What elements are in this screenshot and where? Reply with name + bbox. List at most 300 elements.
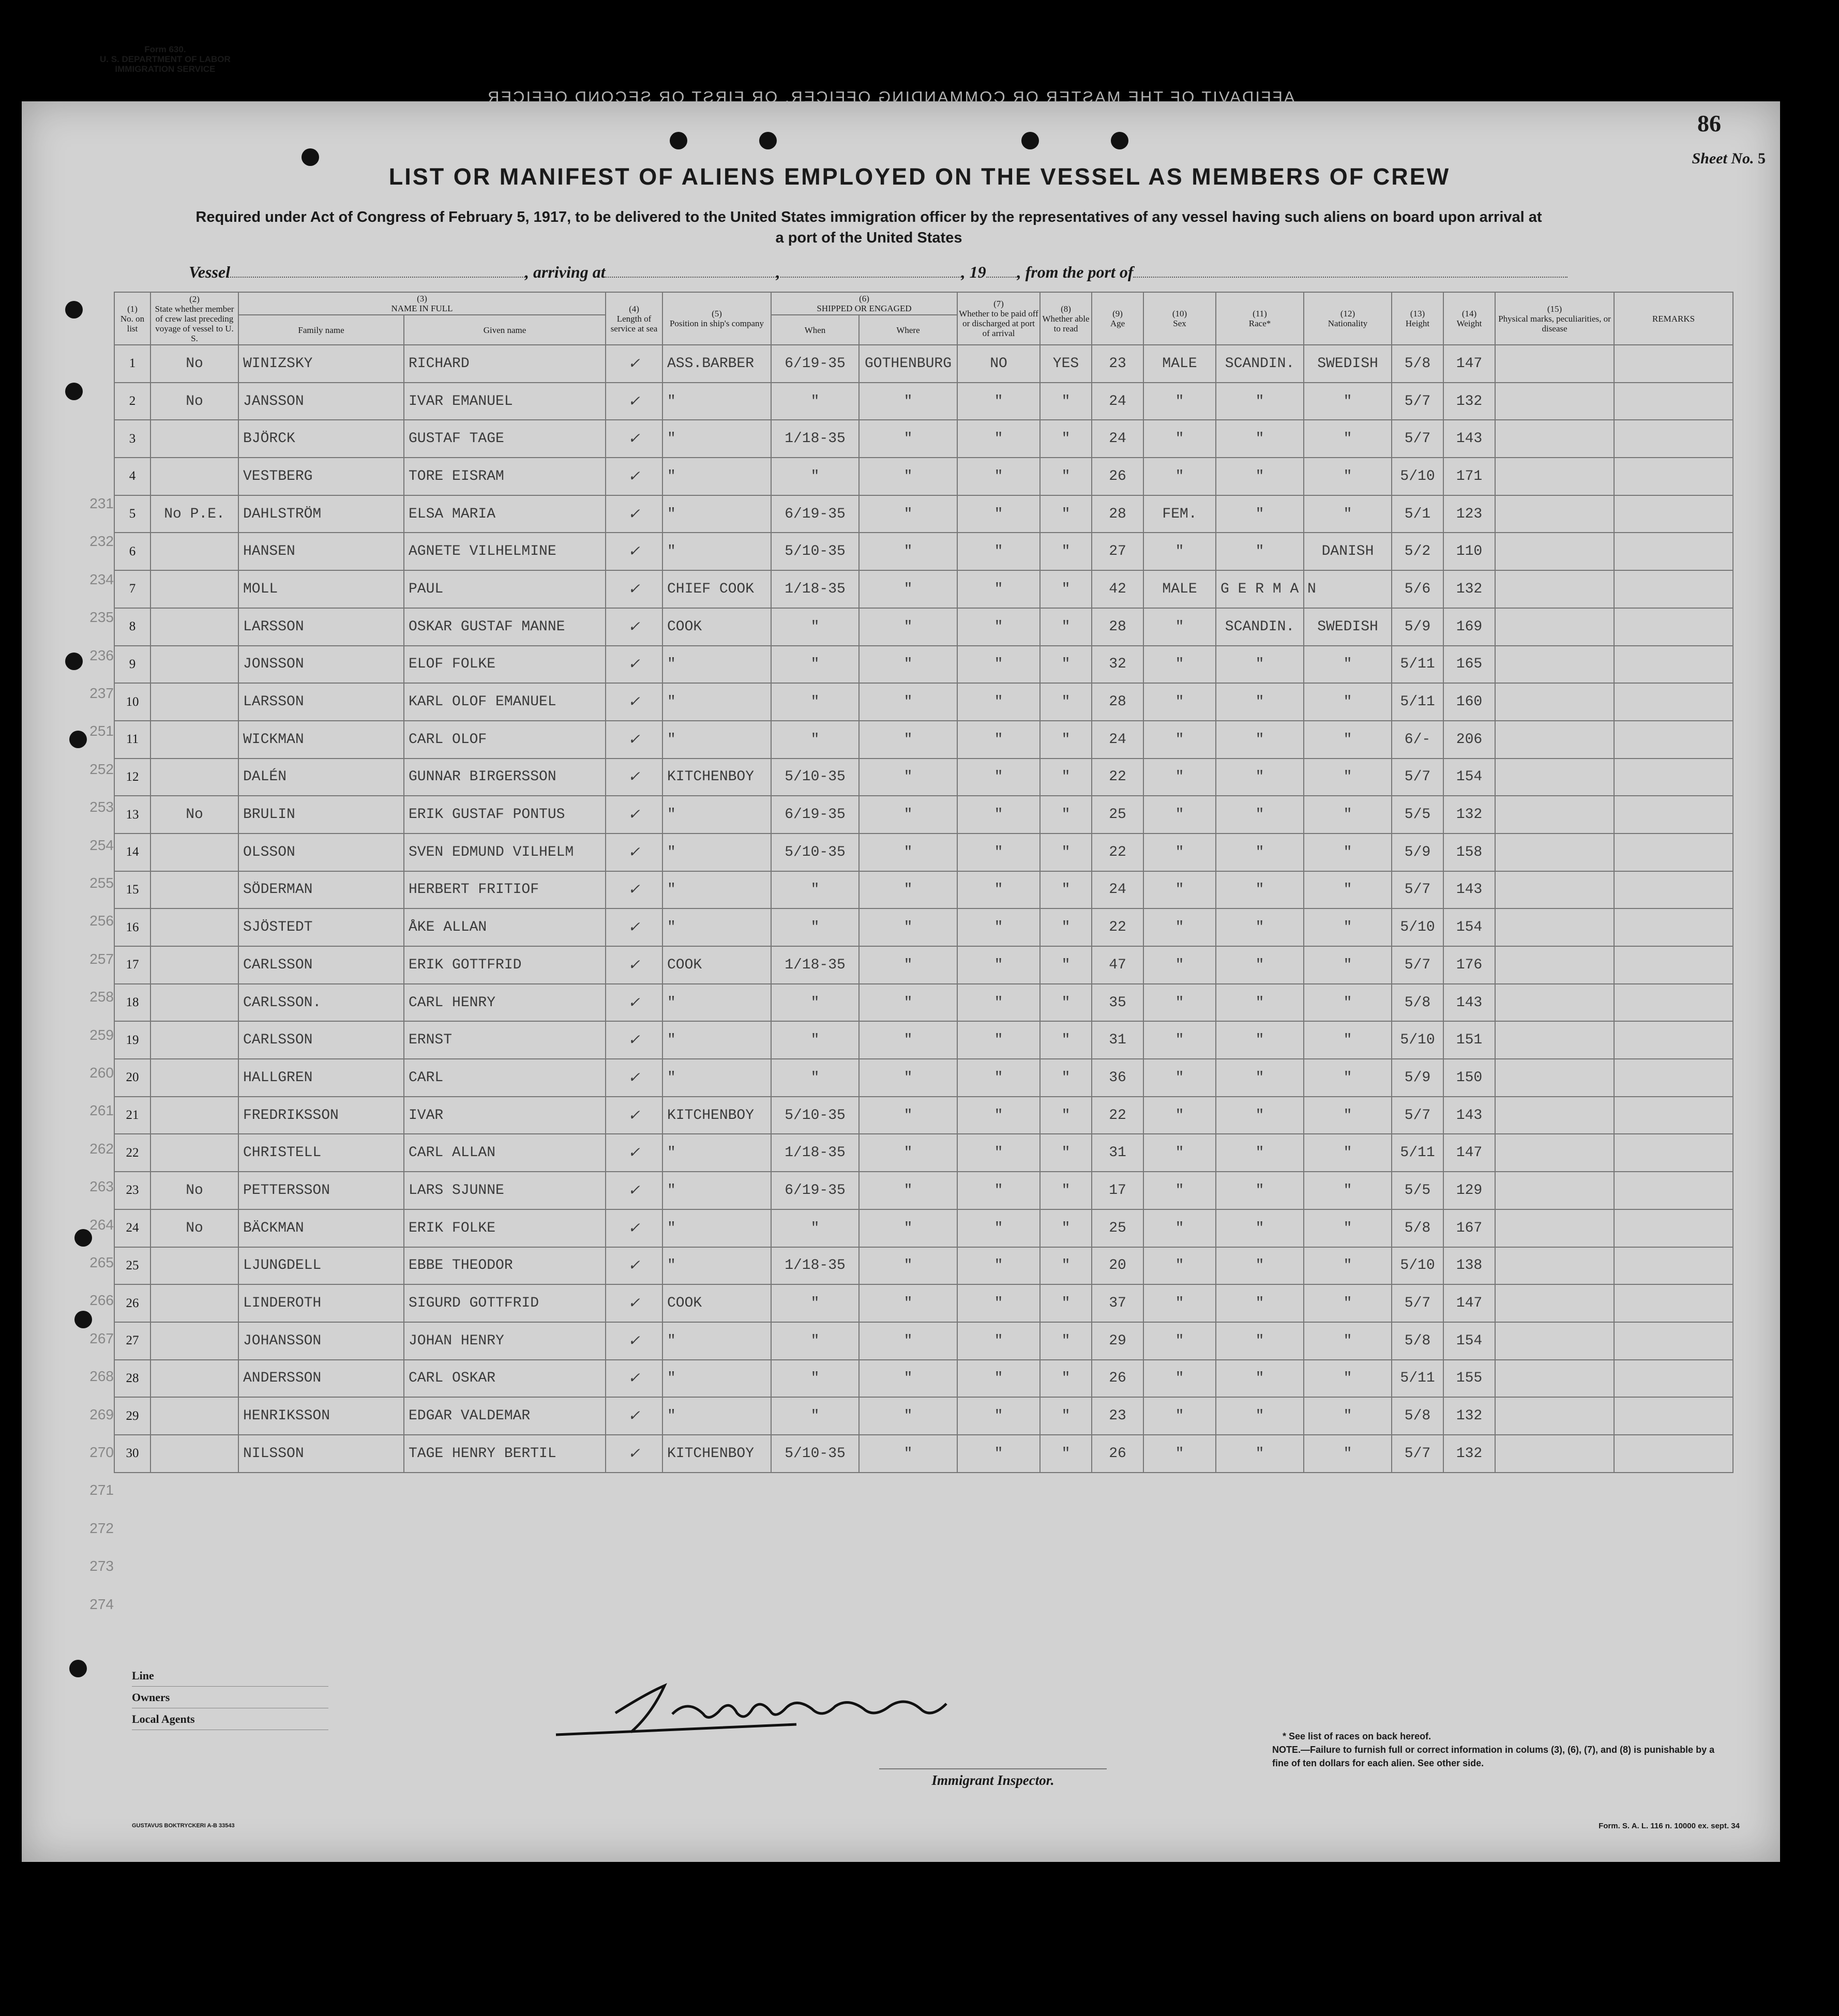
sex-cell: "	[1143, 420, 1216, 458]
shipped-where-cell: "	[859, 1435, 957, 1473]
sex-cell: "	[1143, 759, 1216, 796]
race-cell: "	[1216, 458, 1304, 495]
height-cell: 5/7	[1392, 1284, 1443, 1322]
remarks-cell	[1614, 1059, 1733, 1097]
given-name-cell: IVAR EMANUEL	[404, 383, 606, 420]
nationality-cell: "	[1304, 1021, 1392, 1059]
paid-off-cell: "	[957, 721, 1040, 759]
family-name-cell: BÄCKMAN	[238, 1209, 404, 1247]
age-cell: 28	[1092, 608, 1143, 646]
age-cell: 22	[1092, 908, 1143, 946]
position-cell: "	[662, 495, 771, 533]
nationality-cell: "	[1304, 683, 1392, 721]
sex-cell: "	[1143, 1284, 1216, 1322]
shipped-where-cell: "	[859, 1172, 957, 1209]
service-check-cell: ✓	[606, 871, 662, 909]
shipped-when-cell: "	[771, 608, 859, 646]
family-name-cell: BRULIN	[238, 796, 404, 833]
shipped-when-cell: 6/19-35	[771, 345, 859, 383]
position-cell: "	[662, 1322, 771, 1360]
col-header-shipped: (6) SHIPPED OR ENGAGED	[771, 292, 957, 315]
weight-cell: 150	[1443, 1059, 1495, 1097]
date-field	[780, 263, 961, 278]
table-row	[114, 1134, 1733, 1172]
remarks-cell	[1614, 1134, 1733, 1172]
shipped-when-cell: "	[771, 908, 859, 946]
stamp-number: 259	[89, 1026, 114, 1043]
age-cell: 24	[1092, 383, 1143, 420]
race-cell: "	[1216, 721, 1304, 759]
nationality-cell: SWEDISH	[1304, 608, 1392, 646]
given-name-cell: SIGURD GOTTFRID	[404, 1284, 606, 1322]
row-number: 3	[114, 420, 150, 458]
shipped-when-cell: "	[771, 1209, 859, 1247]
race-cell: "	[1216, 383, 1304, 420]
able-to-read-cell: "	[1040, 1247, 1092, 1285]
row-number: 15	[114, 871, 150, 909]
table-row	[114, 1322, 1733, 1360]
shipped-when-cell: "	[771, 458, 859, 495]
row-number: 30	[114, 1435, 150, 1473]
age-cell: 24	[1092, 420, 1143, 458]
row-number: 8	[114, 608, 150, 646]
prev-voyage-cell	[150, 721, 238, 759]
stamp-number: 271	[89, 1482, 114, 1498]
service-check-cell: ✓	[606, 1397, 662, 1435]
shipped-where-cell: "	[859, 1284, 957, 1322]
col-header-age: (9) Age	[1092, 292, 1143, 345]
sex-cell: "	[1143, 1435, 1216, 1473]
shipped-when-cell: 6/19-35	[771, 495, 859, 533]
row-number: 13	[114, 796, 150, 833]
sex-cell: "	[1143, 646, 1216, 684]
shipped-where-cell: "	[859, 908, 957, 946]
given-name-cell: GUSTAF TAGE	[404, 420, 606, 458]
sex-cell: "	[1143, 1059, 1216, 1097]
height-cell: 5/10	[1392, 1247, 1443, 1285]
sheet-value: 5	[1758, 150, 1766, 167]
table-row	[114, 833, 1733, 871]
sex-cell: "	[1143, 1134, 1216, 1172]
remarks-cell	[1614, 345, 1733, 383]
sex-cell: "	[1143, 608, 1216, 646]
shipped-when-cell: "	[771, 383, 859, 420]
paid-off-cell: "	[957, 420, 1040, 458]
service-check-cell: ✓	[606, 946, 662, 984]
paid-off-cell: "	[957, 984, 1040, 1022]
stamp-number: 258	[89, 989, 114, 1005]
remarks-cell	[1614, 796, 1733, 833]
height-cell: 5/9	[1392, 833, 1443, 871]
shipped-where-cell: "	[859, 984, 957, 1022]
col-header-given-name: Given name	[404, 315, 606, 345]
family-name-cell: DAHLSTRÖM	[238, 495, 404, 533]
paid-off-cell: "	[957, 495, 1040, 533]
row-number: 9	[114, 646, 150, 684]
weight-cell: 169	[1443, 608, 1495, 646]
family-name-cell: WINIZSKY	[238, 345, 404, 383]
physical-marks-cell	[1495, 1284, 1614, 1322]
weight-cell: 155	[1443, 1360, 1495, 1398]
col-header-nationality: (12) Nationality	[1304, 292, 1392, 345]
physical-marks-cell	[1495, 570, 1614, 608]
col-header-family-name: Family name	[238, 315, 404, 345]
line-field: Line	[132, 1665, 328, 1687]
nationality-cell	[1304, 570, 1392, 608]
height-cell: 5/5	[1392, 1172, 1443, 1209]
given-name-cell: SVEN EDMUND VILHELM	[404, 833, 606, 871]
weight-cell: 110	[1443, 533, 1495, 570]
row-number: 29	[114, 1397, 150, 1435]
physical-marks-cell	[1495, 908, 1614, 946]
prev-voyage-cell	[150, 1322, 238, 1360]
prev-voyage-cell	[150, 759, 238, 796]
prev-voyage-cell	[150, 1247, 238, 1285]
shipped-when-cell: 1/18-35	[771, 420, 859, 458]
prev-voyage-cell	[150, 1021, 238, 1059]
height-cell: 5/7	[1392, 420, 1443, 458]
able-to-read-cell: "	[1040, 383, 1092, 420]
age-cell: 22	[1092, 1097, 1143, 1134]
shipped-when-cell: 1/18-35	[771, 570, 859, 608]
prev-voyage-cell: No	[150, 1172, 238, 1209]
remarks-cell	[1614, 420, 1733, 458]
table-row	[114, 984, 1733, 1022]
shipped-where-cell: "	[859, 721, 957, 759]
position-cell: "	[662, 420, 771, 458]
shipped-where-cell: "	[859, 646, 957, 684]
nationality-cell: "	[1304, 833, 1392, 871]
table-row	[114, 759, 1733, 796]
nationality-cell: "	[1304, 871, 1392, 909]
race-cell: "	[1216, 1284, 1304, 1322]
department-name: U. S. DEPARTMENT OF LABOR	[100, 54, 231, 64]
service-check-cell: ✓	[606, 721, 662, 759]
page-number: 86	[1697, 110, 1721, 137]
paid-off-cell: "	[957, 458, 1040, 495]
able-to-read-cell: "	[1040, 1059, 1092, 1097]
prev-voyage-cell	[150, 646, 238, 684]
paid-off-cell: "	[957, 683, 1040, 721]
position-cell: "	[662, 683, 771, 721]
shipped-where-cell: "	[859, 1397, 957, 1435]
punch-hole	[74, 1311, 92, 1328]
position-cell: "	[662, 383, 771, 420]
remarks-cell	[1614, 1397, 1733, 1435]
sex-cell: "	[1143, 796, 1216, 833]
physical-marks-cell	[1495, 871, 1614, 909]
shipped-where-cell: "	[859, 1097, 957, 1134]
shipped-when-cell: "	[771, 1397, 859, 1435]
family-name-cell: CARLSSON.	[238, 984, 404, 1022]
table-row	[114, 908, 1733, 946]
physical-marks-cell	[1495, 345, 1614, 383]
able-to-read-cell: "	[1040, 1172, 1092, 1209]
given-name-cell: ERIK GUSTAF PONTUS	[404, 796, 606, 833]
affidavit-heading-bleed: AFFIDAVIT OF THE MASTER OR COMMANDING OFFICER, OR FIRST OR SECOND OFFICER	[486, 88, 1295, 106]
table-row	[114, 420, 1733, 458]
prev-voyage-cell	[150, 533, 238, 570]
table-row	[114, 1247, 1733, 1285]
service-check-cell: ✓	[606, 1284, 662, 1322]
shipped-where-cell: "	[859, 533, 957, 570]
inspector-signature	[553, 1683, 993, 1740]
arriving-label: , arriving at	[525, 263, 606, 281]
race-cell: "	[1216, 1435, 1304, 1473]
footer-fields	[132, 1665, 328, 1730]
weight-cell: 132	[1443, 570, 1495, 608]
shipped-when-cell: "	[771, 984, 859, 1022]
nationality-cell: "	[1304, 796, 1392, 833]
race-cell: "	[1216, 533, 1304, 570]
shipped-when-cell: "	[771, 646, 859, 684]
prev-voyage-cell	[150, 1059, 238, 1097]
weight-cell: 143	[1443, 984, 1495, 1022]
able-to-read-cell: "	[1040, 1322, 1092, 1360]
given-name-cell: CARL OLOF	[404, 721, 606, 759]
shipped-where-cell: "	[859, 946, 957, 984]
sex-cell: "	[1143, 458, 1216, 495]
stamp-number: 257	[89, 950, 114, 967]
remarks-cell	[1614, 871, 1733, 909]
race-cell: "	[1216, 1172, 1304, 1209]
position-cell: "	[662, 1247, 771, 1285]
prev-voyage-cell	[150, 1284, 238, 1322]
immigrant-inspector-label: Immigrant Inspector.	[879, 1768, 1107, 1788]
position-cell: "	[662, 833, 771, 871]
remarks-cell	[1614, 759, 1733, 796]
shipped-where-cell: "	[859, 683, 957, 721]
stamp-number: 272	[89, 1520, 114, 1536]
age-cell: 26	[1092, 1435, 1143, 1473]
physical-marks-cell	[1495, 495, 1614, 533]
table-row	[114, 345, 1733, 383]
family-name-cell: PETTERSSON	[238, 1172, 404, 1209]
family-name-cell: BJÖRCK	[238, 420, 404, 458]
sex-cell: "	[1143, 533, 1216, 570]
prev-voyage-cell	[150, 570, 238, 608]
height-cell: 5/11	[1392, 683, 1443, 721]
given-name-cell: IVAR	[404, 1097, 606, 1134]
shipped-when-cell: "	[771, 871, 859, 909]
service-check-cell: ✓	[606, 833, 662, 871]
service-check-cell: ✓	[606, 1435, 662, 1473]
position-cell: ASS.BARBER	[662, 345, 771, 383]
col-header-physical-marks: (15) Physical marks, peculiarities, or disease	[1495, 292, 1614, 345]
able-to-read-cell: "	[1040, 1397, 1092, 1435]
row-number: 27	[114, 1322, 150, 1360]
service-check-cell: ✓	[606, 646, 662, 684]
paid-off-cell: "	[957, 1172, 1040, 1209]
weight-cell: 160	[1443, 683, 1495, 721]
port-label: , from the port of	[1017, 263, 1134, 281]
age-cell: 31	[1092, 1021, 1143, 1059]
race-cell: "	[1216, 495, 1304, 533]
physical-marks-cell	[1495, 796, 1614, 833]
table-row	[114, 458, 1733, 495]
col-header-read: (8) Whether able to read	[1040, 292, 1092, 345]
position-cell: "	[662, 1059, 771, 1097]
height-cell: 5/7	[1392, 383, 1443, 420]
stamp-number: 253	[89, 799, 114, 815]
race-cell: "	[1216, 1059, 1304, 1097]
prev-voyage-cell: No	[150, 383, 238, 420]
position-cell: COOK	[662, 1284, 771, 1322]
prev-voyage-cell	[150, 683, 238, 721]
given-name-cell: ELOF FOLKE	[404, 646, 606, 684]
able-to-read-cell: "	[1040, 495, 1092, 533]
punch-hole	[65, 383, 83, 400]
shipped-when-cell: 6/19-35	[771, 796, 859, 833]
physical-marks-cell	[1495, 533, 1614, 570]
shipped-where-cell: GOTHENBURG	[859, 345, 957, 383]
height-cell: 5/10	[1392, 1021, 1443, 1059]
prev-voyage-cell	[150, 908, 238, 946]
shipped-when-cell: "	[771, 1059, 859, 1097]
paid-off-cell: "	[957, 1059, 1040, 1097]
row-number: 20	[114, 1059, 150, 1097]
height-cell: 6/-	[1392, 721, 1443, 759]
age-cell: 17	[1092, 1172, 1143, 1209]
weight-cell: 154	[1443, 759, 1495, 796]
family-name-cell: CARLSSON	[238, 946, 404, 984]
service-check-cell: ✓	[606, 533, 662, 570]
race-cell: "	[1216, 1397, 1304, 1435]
sex-cell: FEM.	[1143, 495, 1216, 533]
age-cell: 37	[1092, 1284, 1143, 1322]
table-row	[114, 721, 1733, 759]
family-name-cell: LINDEROTH	[238, 1284, 404, 1322]
paid-off-cell: "	[957, 1209, 1040, 1247]
stamp-number: 235	[89, 609, 114, 626]
race-cell: "	[1216, 946, 1304, 984]
race-cell: "	[1216, 683, 1304, 721]
height-cell: 5/11	[1392, 1134, 1443, 1172]
position-cell: "	[662, 796, 771, 833]
shipped-where-cell: "	[859, 796, 957, 833]
vessel-line: Vessel , arriving at , , 19 , from the port of	[189, 263, 1567, 282]
height-cell: 5/8	[1392, 1397, 1443, 1435]
table-row	[114, 1172, 1733, 1209]
stamp-number: 234	[89, 571, 114, 587]
prev-voyage-cell	[150, 1097, 238, 1134]
weight-cell: 151	[1443, 1021, 1495, 1059]
year-field	[986, 263, 1017, 278]
stamp-number: 232	[89, 533, 114, 550]
local-agents-field: Local Agents	[132, 1708, 328, 1730]
shipped-where-cell: "	[859, 871, 957, 909]
family-name-cell: CHRISTELL	[238, 1134, 404, 1172]
table-row	[114, 1397, 1733, 1435]
height-cell: 5/9	[1392, 1059, 1443, 1097]
sex-cell: "	[1143, 1209, 1216, 1247]
service-check-cell: ✓	[606, 383, 662, 420]
able-to-read-cell: "	[1040, 1435, 1092, 1473]
shipped-where-cell: "	[859, 570, 957, 608]
shipped-where-cell: "	[859, 1247, 957, 1285]
col-header-name: (3) NAME IN FULL	[238, 292, 606, 315]
col-header-race: (11) Race*	[1216, 292, 1304, 345]
race-cell: "	[1216, 1021, 1304, 1059]
weight-cell: 138	[1443, 1247, 1495, 1285]
vessel-label: Vessel	[189, 263, 230, 281]
family-name-cell: ANDERSSON	[238, 1360, 404, 1398]
row-number: 24	[114, 1209, 150, 1247]
service-check-cell: ✓	[606, 345, 662, 383]
weight-cell: 158	[1443, 833, 1495, 871]
crew-manifest-table	[114, 292, 1734, 1473]
punch-hole	[1111, 132, 1128, 149]
race-cell: "	[1216, 1247, 1304, 1285]
paid-off-cell: "	[957, 1284, 1040, 1322]
age-cell: 28	[1092, 683, 1143, 721]
age-cell: 23	[1092, 1397, 1143, 1435]
row-number: 10	[114, 683, 150, 721]
table-row	[114, 1059, 1733, 1097]
stamp-number: 273	[89, 1558, 114, 1574]
family-name-cell: CARLSSON	[238, 1021, 404, 1059]
family-name-cell: MOLL	[238, 570, 404, 608]
remarks-cell	[1614, 1097, 1733, 1134]
col-header-position: (5) Position in ship's company	[662, 292, 771, 345]
height-cell: 5/11	[1392, 646, 1443, 684]
shipped-when-cell: 1/18-35	[771, 946, 859, 984]
given-name-cell: TORE EISRAM	[404, 458, 606, 495]
height-cell: 5/10	[1392, 908, 1443, 946]
able-to-read-cell: "	[1040, 946, 1092, 984]
family-name-cell: LJUNGDELL	[238, 1247, 404, 1285]
given-name-cell: ELSA MARIA	[404, 495, 606, 533]
service-check-cell: ✓	[606, 458, 662, 495]
weight-cell: 143	[1443, 420, 1495, 458]
col-header-weight: (14) Weight	[1443, 292, 1495, 345]
sex-cell: "	[1143, 908, 1216, 946]
age-cell: 25	[1092, 796, 1143, 833]
given-name-cell: ERIK FOLKE	[404, 1209, 606, 1247]
form-identifier	[100, 44, 231, 74]
col-header-where: Where	[859, 315, 957, 345]
table-row	[114, 1360, 1733, 1398]
col-header-sex: (10) Sex	[1143, 292, 1216, 345]
paid-off-cell: "	[957, 1247, 1040, 1285]
age-cell: 29	[1092, 1322, 1143, 1360]
able-to-read-cell: "	[1040, 533, 1092, 570]
family-name-cell: HENRIKSSON	[238, 1397, 404, 1435]
row-number: 18	[114, 984, 150, 1022]
punch-hole	[670, 132, 687, 149]
remarks-cell	[1614, 1360, 1733, 1398]
shipped-when-cell: 1/18-35	[771, 1134, 859, 1172]
paid-off-cell: "	[957, 646, 1040, 684]
weight-cell: 176	[1443, 946, 1495, 984]
height-cell: 5/7	[1392, 946, 1443, 984]
position-cell: "	[662, 1360, 771, 1398]
row-number: 7	[114, 570, 150, 608]
race-cell: "	[1216, 1134, 1304, 1172]
family-name-cell: DALÉN	[238, 759, 404, 796]
remarks-cell	[1614, 1021, 1733, 1059]
prev-voyage-cell: No	[150, 796, 238, 833]
remarks-cell	[1614, 908, 1733, 946]
row-number: 4	[114, 458, 150, 495]
remarks-cell	[1614, 946, 1733, 984]
shipped-where-cell: "	[859, 608, 957, 646]
paid-off-cell: "	[957, 1134, 1040, 1172]
given-name-cell: GUNNAR BIRGERSSON	[404, 759, 606, 796]
given-name-cell: EDGAR VALDEMAR	[404, 1397, 606, 1435]
position-cell: "	[662, 458, 771, 495]
stamp-number: 267	[89, 1330, 114, 1346]
